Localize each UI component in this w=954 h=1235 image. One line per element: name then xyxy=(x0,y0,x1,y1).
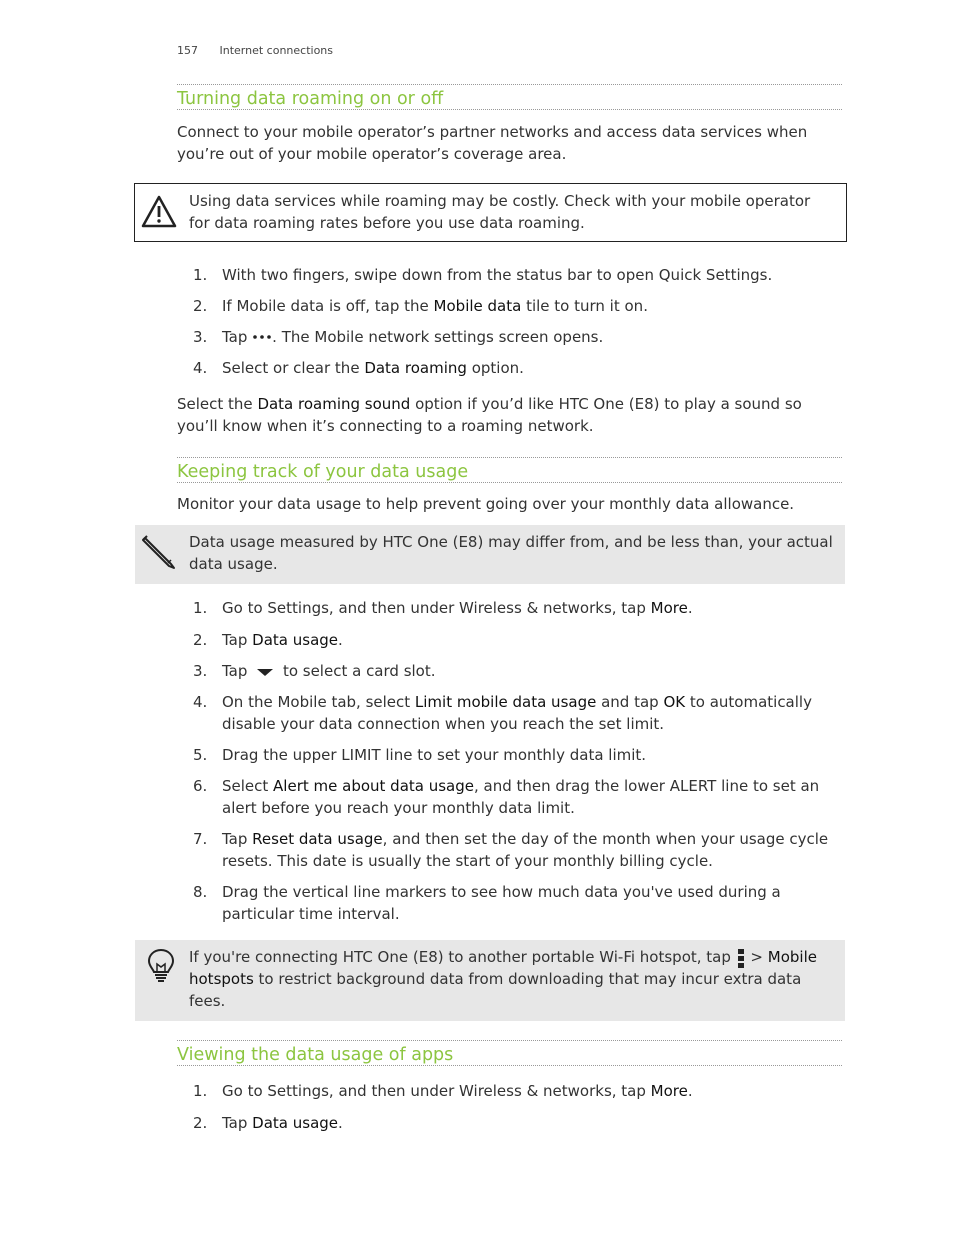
warning-callout xyxy=(134,183,847,242)
list-item: 1. With two fingers, swipe down from the status bar to open Quick Settings. xyxy=(193,266,773,284)
lightbulb-icon xyxy=(143,948,179,984)
dropdown-triangle-icon xyxy=(252,666,278,678)
list-item: 4. On the Mobile tab, select Limit mobile data usage and tap OK to automatically disable your data connection when you reach the set limit. xyxy=(193,693,812,733)
data-usage-intro: Monitor your data usage to help prevent going over your monthly data allowance. xyxy=(177,495,795,513)
note-text: Data usage measured by HTC One (E8) may differ from, and be less than, your actual data usage. xyxy=(189,533,833,573)
list-item: 2. Tap Data usage. xyxy=(193,1114,343,1132)
list-item: 2. Tap Data usage. xyxy=(193,631,343,649)
section-title-roaming: Turning data roaming on or off xyxy=(177,84,842,110)
section-title-data-usage: Keeping track of your data usage xyxy=(177,457,842,483)
roaming-outro: Select the Data roaming sound option if you’d like HTC One (E8) to play a sound so you’ll know when it’s connecting to a roaming network. xyxy=(177,395,802,435)
list-item: 7. Tap Reset data usage, and then set the day of the month when your usage cycle resets. This date is usually the start of your monthly billing cycle. xyxy=(193,830,829,870)
warning-triangle-icon xyxy=(141,194,177,230)
list-item: 2. If Mobile data is off, tap the Mobile data tile to turn it on. xyxy=(193,297,648,315)
chapter-title: Internet connections xyxy=(219,44,334,57)
list-item: 3. Tap to select a card slot. xyxy=(193,662,436,680)
page-header xyxy=(177,44,333,57)
section-title-app-usage: Viewing the data usage of apps xyxy=(177,1040,842,1066)
tip-text: If you're connecting HTC One (E8) to another portable Wi-Fi hotspot, tap > Mobile hotspots to restrict background data from downloading that may incur extra data fees. xyxy=(189,948,817,1010)
list-item: 6. Select Alert me about data usage, and then drag the lower ALERT line to set an alert before you reach your monthly data limit. xyxy=(193,777,820,817)
page-number: 157 xyxy=(177,44,198,57)
list-item: 8. Drag the vertical line markers to see how much data you've used during a particular time interval. xyxy=(193,883,781,923)
list-item: 1. Go to Settings, and then under Wireless & networks, tap More. xyxy=(193,1082,693,1100)
pencil-icon xyxy=(141,534,177,570)
roaming-intro: Connect to your mobile operator’s partner networks and access data services when you’re out of your mobile operator’s coverage area. xyxy=(177,123,808,163)
note-callout xyxy=(135,525,845,584)
list-item: 5. Drag the upper LIMIT line to set your monthly data limit. xyxy=(193,746,647,764)
list-item: 3. Tap . The Mobile network settings screen opens. xyxy=(193,328,604,346)
list-item: 1. Go to Settings, and then under Wireless & networks, tap More. xyxy=(193,599,693,617)
three-dots-icon xyxy=(252,332,272,344)
warning-text: Using data services while roaming may be costly. Check with your mobile operator for data roaming rates before you use data roaming. xyxy=(189,192,811,232)
vertical-dots-icon xyxy=(736,948,746,968)
list-item: 4. Select or clear the Data roaming option. xyxy=(193,359,524,377)
tip-callout xyxy=(135,940,845,1021)
